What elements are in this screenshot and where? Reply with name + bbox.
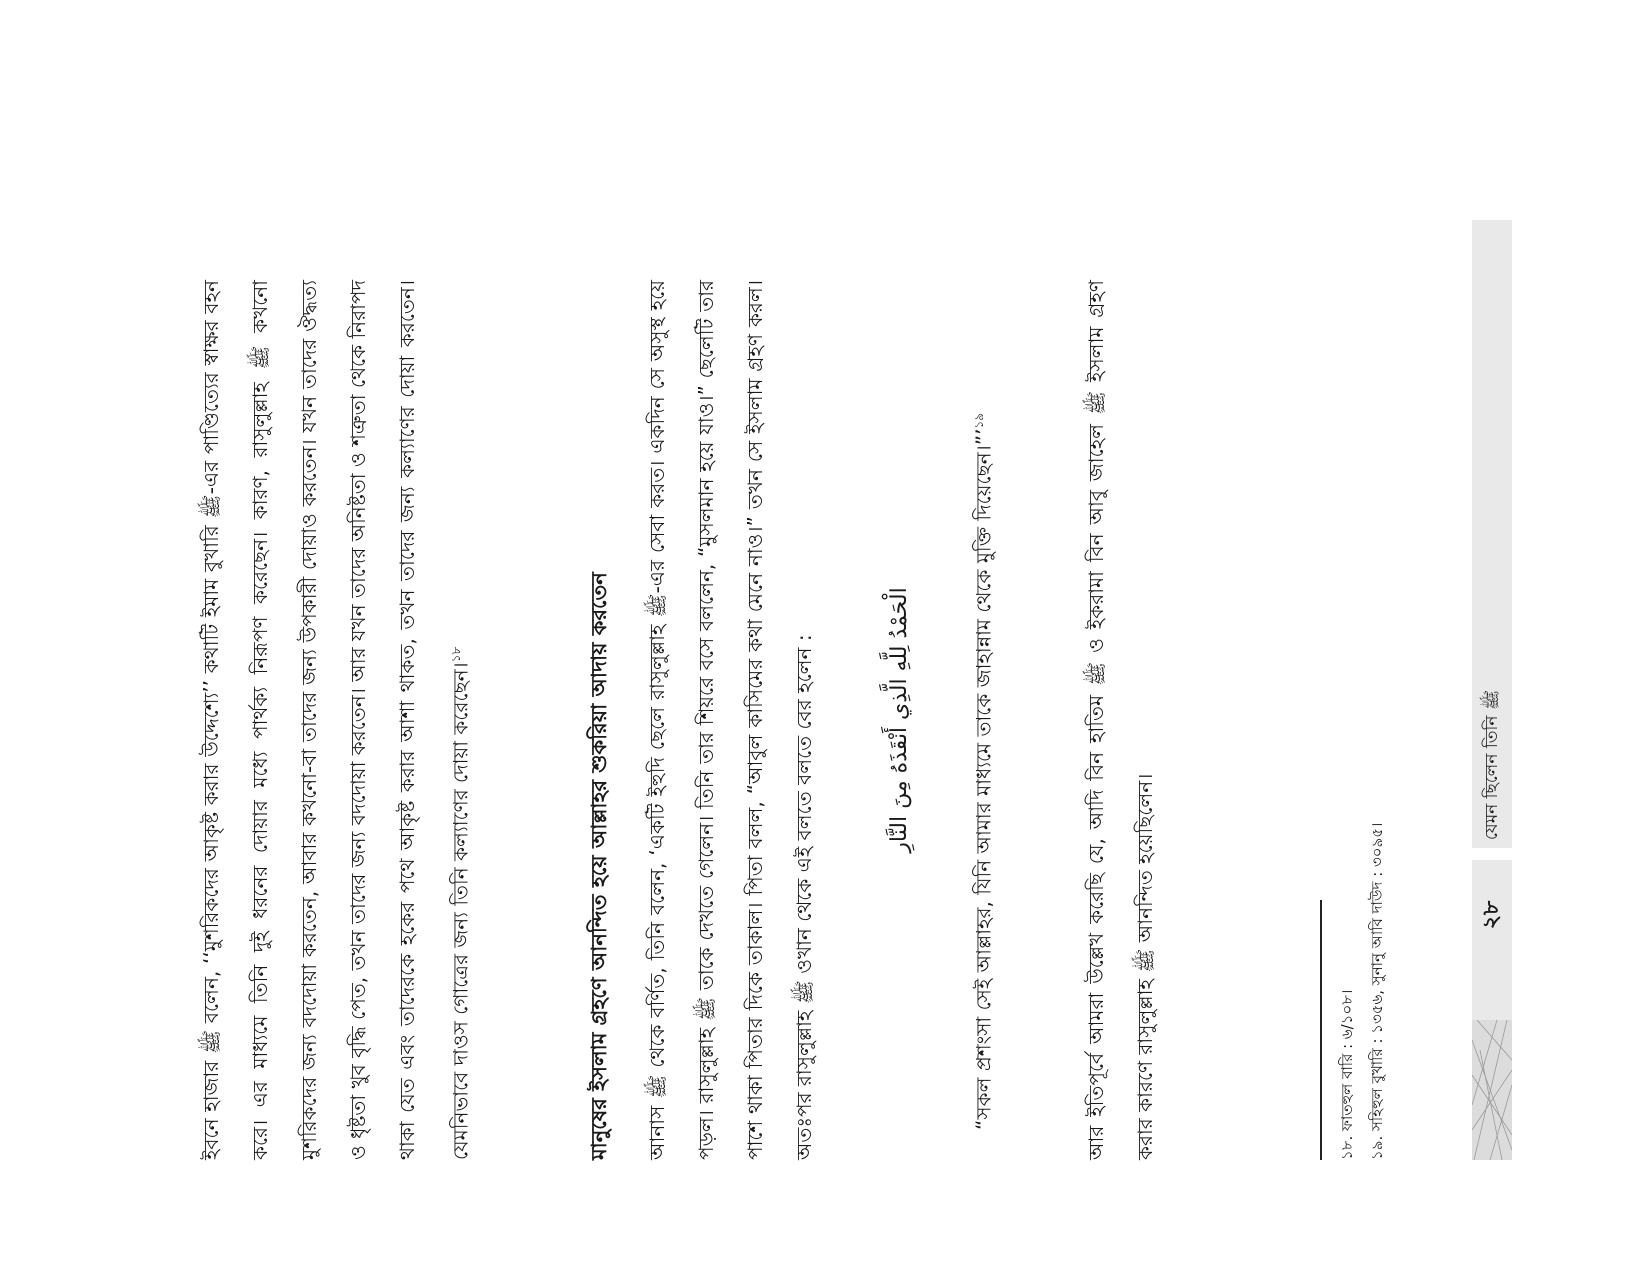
footnote-ref-19: ১৯ bbox=[972, 412, 986, 429]
page-footer bbox=[1472, 220, 1512, 1160]
footnote-18: ১৮. ফাতহুল বারি : ৬/১০৮। bbox=[1338, 989, 1356, 1160]
paragraph-3: আর ইতিপূর্বে আমরা উল্লেখ করেছি যে, আদি বিন হাতিম ﷺ ও ইকরামা বিন আবু জাহেল ﷺ ইসলাম গ্রহণ করার কারণে রাসুলুল্লাহ ﷺ আনন্দিত হয়েছিলেন। bbox=[1084, 280, 1157, 1160]
footnote-19: ১৯. সহিহুল বুখারি : ১৩৫৬, সুনানু আবি দাউদ : ৩০৯৫। bbox=[1368, 822, 1386, 1160]
footnote-rule bbox=[1320, 900, 1322, 1160]
footer-divider bbox=[1472, 848, 1512, 860]
translation-quote bbox=[955, 350, 1009, 1160]
running-title: যেমন ছিলেন তিনি ﷺ bbox=[1482, 689, 1502, 840]
translation-quote-text: “সকল প্রশংসা সেই আল্লাহর, যিনি আমার মাধ্যমে তাকে জাহান্নাম থেকে মুক্তি দিয়েছেন।”’ bbox=[971, 428, 996, 1130]
page-number: ২৮ bbox=[1479, 900, 1504, 930]
decorative-line-pattern bbox=[1472, 1020, 1512, 1160]
rotated-page bbox=[187, 220, 1532, 1160]
footnote-ref-18: ১৮ bbox=[449, 646, 463, 663]
arabic-dua: الْحَمْدُ لِلَّهِ الَّذِي أَنْقَذَهُ مِنَ النَّارِ bbox=[887, 587, 912, 853]
section-heading: মানুষের ইসলাম গ্রহণে আনন্দিত হয়ে আল্লাহর শুকরিয়া আদায় করতেন bbox=[587, 572, 611, 1160]
paragraph-2: আনাস ﷺ থেকে বর্ণিত, তিনি বলেন, ‘একটি ইহুদি ছেলে রাসুলুল্লাহ ﷺ-এর সেবা করত। একদিন সে অসুস্থ হয়ে পড়ল। রাসুলুল্লাহ ﷺ তাকে দেখতে গেলেন। তিনি তার শিয়রে বসে বললেন, “মুসলমান হয়ে যাও।” ছেলেটি তার পাশে থাকা পিতার দিকে তাকাল। পিতা বলল, “আবুল কাসিমের কথা মেনে নাও।” তখন সে ইসলাম গ্রহণ করল। অতঃপর রাসুলুল্লাহ ﷺ ওখান থেকে এই বলতে বলতে বের হলেন : bbox=[645, 280, 816, 1160]
footnotes bbox=[1332, 460, 1392, 1160]
paragraph-1-text: ইবনে হাজার ﷺ বলেন, ‘‘মুশরিকদের আকৃষ্ট করার উদ্দেশ্যে’’ কথাটি ইমাম বুখারি ﷺ-এর পাণ্ডিত্যের স্বাক্ষর বহন করে। এর মাধ্যমে তিনি দুই ধরনের দোয়ার মধ্যে পার্থক্য নিরূপণ করেছেন। কারণ, রাসুলুল্লাহ ﷺ কখনো মুশরিকদের জন্য বদদোয়া করতেন, আবার কখনো-বা তাদের জন্য উপকারী দোয়াও করতেন। যখন তাদের ঔদ্ধত্য ও ধৃষ্টতা খুব বৃদ্ধি পেত, তখন তাদের জন্য বদদোয়া করতেন। আর যখন তাদের অনিষ্টতা ও শত্রুতা থেকে নিরাপদ থাকা যেত এবং তাদেরকে হকের পথে আকৃষ্ট করার আশা থাকত, তখন তাদের জন্য কল্যাণের দোয়া করতেন। যেমনিভাবে দাওস গোত্রের জন্য তিনি কল্যাণের দোয়া করেছেন। bbox=[199, 280, 473, 1160]
paragraph-1 bbox=[187, 280, 486, 1160]
